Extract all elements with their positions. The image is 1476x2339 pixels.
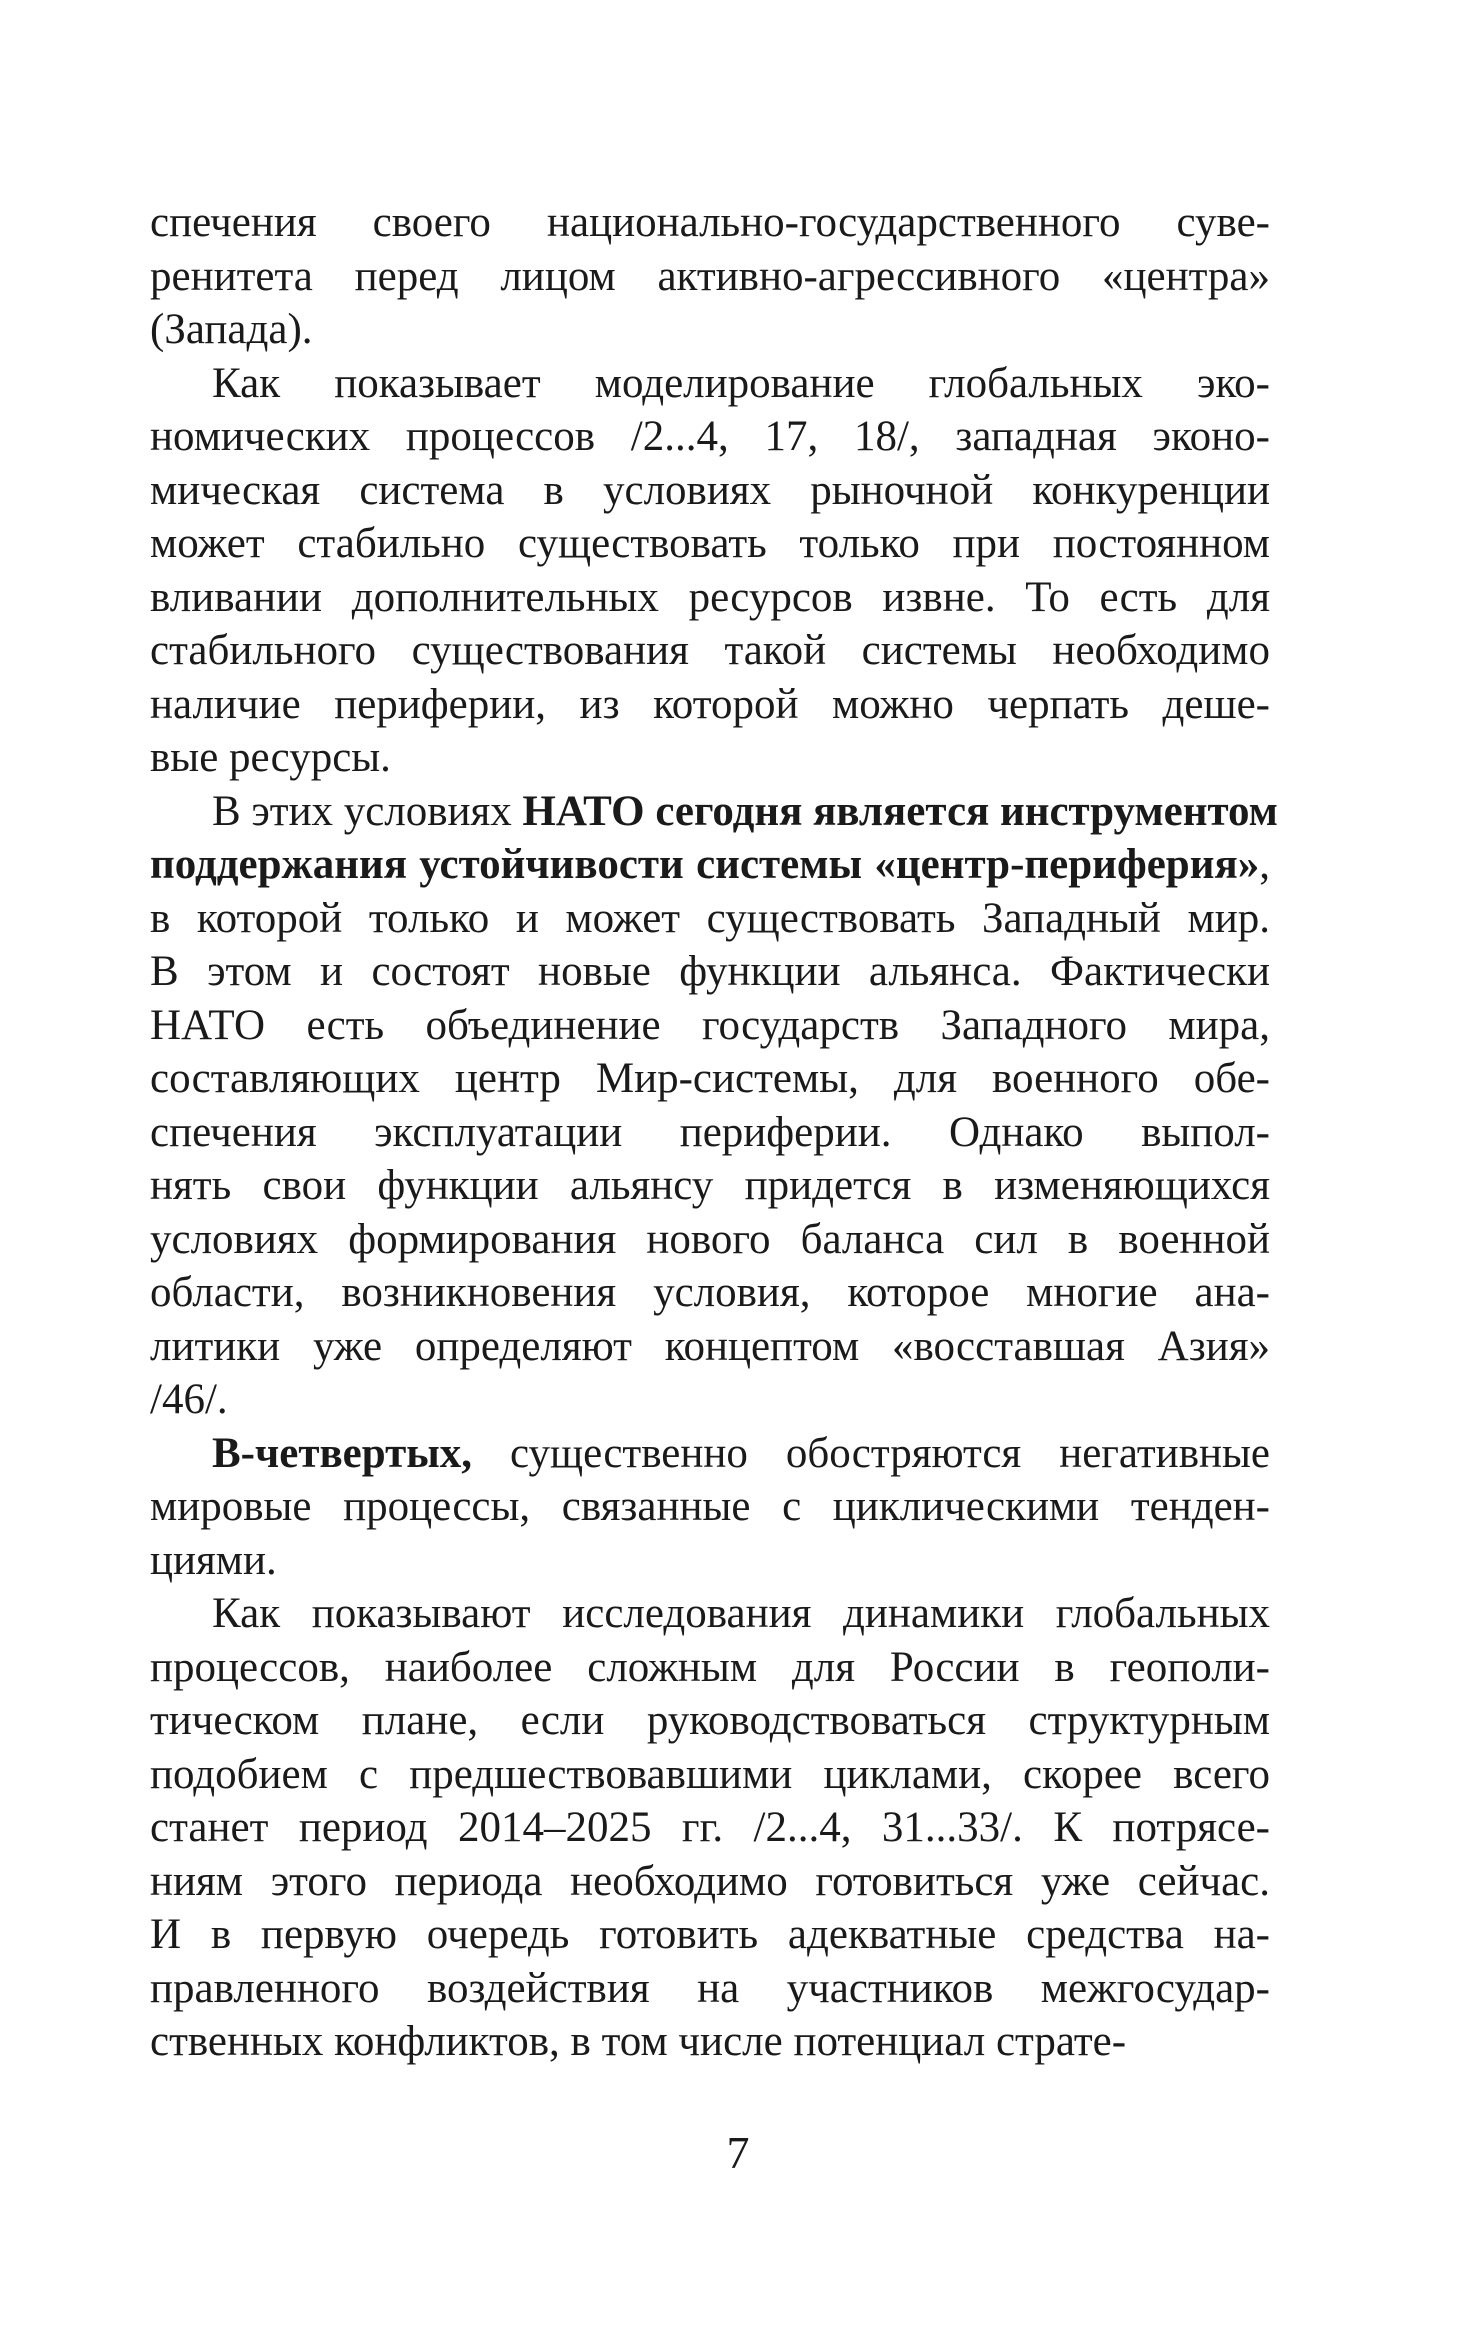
text-run: вые ресурсы. xyxy=(150,734,391,781)
text-line xyxy=(150,1694,1270,1748)
text-run: процессов, наиболее сложным для России в геополи- xyxy=(150,1643,1270,1691)
text-line xyxy=(150,2015,1270,2069)
text-line xyxy=(150,571,1270,625)
text-run: условиях формирования нового баланса сил в военной xyxy=(150,1215,1270,1263)
text-run: подобием с предшествовавшими циклами, скорее всего xyxy=(150,1750,1270,1798)
text-run: мировые процессы, связанные с циклическими тенден- xyxy=(150,1483,1270,1530)
text-line xyxy=(150,410,1270,464)
text-line xyxy=(150,250,1270,304)
bold-text: НАТО сегодня является инструментом xyxy=(522,787,1278,835)
text-run: литики уже определяют концептом «восставшая Азия» xyxy=(150,1322,1270,1370)
text-run: Как показывают исследования динамики глобальных xyxy=(212,1590,1270,1637)
text-run: существенно обостряются негативные xyxy=(472,1429,1270,1477)
text-line xyxy=(150,1908,1270,1962)
page-number: 7 xyxy=(726,2127,750,2178)
text-line xyxy=(150,838,1270,892)
text-run: ренитета перед лицом активно-агрессивного «центра» xyxy=(150,252,1270,300)
text-run: наличие периферии, из которой можно черпать деше- xyxy=(150,680,1270,728)
text-line xyxy=(150,1159,1270,1213)
text-line xyxy=(150,678,1270,732)
text-run: В этих условиях xyxy=(212,787,523,835)
text-line xyxy=(150,1427,1270,1481)
text-run: правленного воздействия на участников межгосудар- xyxy=(150,1964,1270,2012)
text-run: В этом и состоят новые функции альянса. Фактически xyxy=(150,948,1270,995)
text-run: номических процессов /2...4, 17, 18/, западная эконо- xyxy=(150,413,1270,460)
text-run: области, возникновения условия, которое многие ана- xyxy=(150,1269,1270,1316)
text-line xyxy=(150,731,1270,785)
text-run: станет период 2014–2025 гг. /2...4, 31...33/. К потрясе- xyxy=(150,1804,1270,1851)
text-run: циями. xyxy=(150,1536,277,1584)
text-line xyxy=(150,1855,1270,1909)
text-line xyxy=(150,1052,1270,1106)
text-line xyxy=(150,785,1278,839)
text-run: НАТО есть объединение государств Западного мира, xyxy=(150,1001,1270,1049)
bold-text: В-четвертых, xyxy=(212,1429,473,1477)
text-line xyxy=(150,1748,1270,1802)
text-line xyxy=(150,1373,1270,1427)
text-line xyxy=(150,1480,1270,1534)
text-run: мическая система в условиях рыночной конкуренции xyxy=(150,466,1270,514)
text-run: /46/. xyxy=(150,1376,228,1423)
paragraph xyxy=(150,785,1278,1427)
text-run: может стабильно существовать только при постоянном xyxy=(150,520,1270,567)
text-run: стабильного существования такой системы необходимо xyxy=(150,627,1270,674)
text-line xyxy=(150,517,1270,571)
text-run: составляющих центр Мир-системы, для военного обе- xyxy=(150,1055,1270,1102)
text-run: спечения эксплуатации периферии. Однако выпол- xyxy=(150,1108,1270,1156)
text-line xyxy=(150,1641,1270,1695)
text-run: И в первую очередь готовить адекватные средства на- xyxy=(150,1911,1270,1958)
text-run: ственных конфликтов, в том числе потенциал страте- xyxy=(150,2018,1127,2065)
text-line xyxy=(150,303,1270,357)
text-line xyxy=(150,1534,1270,1588)
text-line xyxy=(150,1106,1270,1160)
paragraph xyxy=(150,357,1270,785)
text-line xyxy=(150,1320,1270,1374)
text-run: вливании дополнительных ресурсов извне. То есть для xyxy=(150,573,1270,621)
text-line xyxy=(150,464,1270,518)
text-line xyxy=(150,196,1270,250)
text-line xyxy=(150,892,1270,946)
paragraph xyxy=(150,1587,1270,2069)
text-line xyxy=(150,945,1270,999)
text-run: тическом плане, если руководствоваться структурным xyxy=(150,1697,1270,1744)
text-line xyxy=(150,999,1270,1053)
text-line xyxy=(150,1801,1270,1855)
text-run: (Запада). xyxy=(150,306,313,353)
text-line xyxy=(150,1266,1270,1320)
text-line xyxy=(150,1587,1270,1641)
body-text xyxy=(150,196,1278,2069)
text-run: , xyxy=(1259,841,1270,888)
text-line xyxy=(150,1213,1270,1267)
text-line xyxy=(150,1962,1270,2016)
text-run: ниям этого периода необходимо готовиться уже сейчас. xyxy=(150,1857,1270,1905)
text-line xyxy=(150,357,1270,411)
bold-text: поддержания устойчивости системы «центр-периферия» xyxy=(150,841,1260,888)
paragraph xyxy=(150,196,1270,357)
text-run: Как показывает моделирование глобальных эко- xyxy=(212,359,1270,407)
paragraph xyxy=(150,1427,1270,1588)
text-line xyxy=(150,624,1270,678)
text-run: в которой только и может существовать Западный мир. xyxy=(150,894,1270,942)
text-run: нять свои функции альянсу придется в изменяющихся xyxy=(150,1162,1270,1209)
text-run: спечения своего национально-государственного суве- xyxy=(150,199,1270,246)
